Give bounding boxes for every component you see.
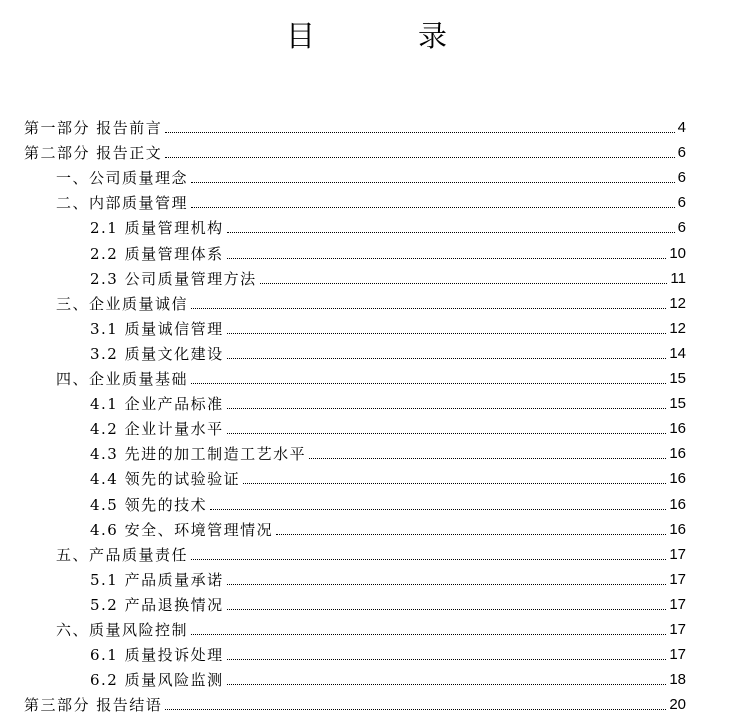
toc-leader-dots xyxy=(227,231,675,233)
toc-leader-dots xyxy=(165,708,666,710)
toc-entry-label: 6.2 质量风险监测 xyxy=(90,671,224,690)
toc-entry-page-number: 20 xyxy=(669,696,686,714)
toc-entry-page-number: 17 xyxy=(669,595,686,613)
toc-entry-page-number: 12 xyxy=(669,294,686,312)
toc-entry-page-number: 14 xyxy=(669,344,686,362)
toc-entry-label: 4.3 先进的加工制造工艺水平 xyxy=(90,445,307,464)
toc-entry[interactable] xyxy=(90,263,686,288)
toc-entry-label: 一、公司质量理念 xyxy=(56,169,189,188)
toc-entry-page-number: 4 xyxy=(677,119,686,136)
toc-entry-label: 第二部分 报告正文 xyxy=(24,144,163,163)
toc-leader-dots xyxy=(309,457,666,459)
toc-leader-dots xyxy=(210,508,666,510)
toc-entry[interactable] xyxy=(24,112,686,137)
toc-leader-dots xyxy=(191,382,666,384)
toc-entry-page-number: 15 xyxy=(669,395,686,413)
toc-entry-label: 二、内部质量管理 xyxy=(56,194,189,213)
toc-entry-page-number: 16 xyxy=(669,495,686,513)
toc-entry-label: 4.6 安全、环境管理情况 xyxy=(90,520,274,539)
toc-leader-dots xyxy=(165,131,674,133)
toc-entry[interactable] xyxy=(90,664,686,689)
toc-leader-dots xyxy=(227,432,667,434)
toc-leader-dots xyxy=(191,558,666,560)
toc-entry[interactable] xyxy=(24,689,686,714)
toc-entry[interactable] xyxy=(90,413,686,438)
toc-leader-dots xyxy=(191,206,675,208)
toc-entry-page-number: 16 xyxy=(669,445,686,463)
toc-entry[interactable] xyxy=(90,438,686,463)
toc-leader-dots xyxy=(227,357,667,359)
toc-leader-dots xyxy=(243,482,666,484)
toc-entry-page-number: 6 xyxy=(677,194,686,212)
toc-entry-label: 4.4 领先的试验验证 xyxy=(90,470,241,489)
toc-entry[interactable] xyxy=(56,363,686,388)
toc-entry-label: 3.1 质量诚信管理 xyxy=(90,319,224,338)
toc-entry-label: 六、质量风险控制 xyxy=(56,621,189,639)
page-title xyxy=(0,14,736,55)
toc-entry-label: 5.1 产品质量承诺 xyxy=(90,570,224,589)
toc-leader-dots xyxy=(276,533,666,535)
toc-entry[interactable] xyxy=(90,489,686,514)
toc-entry-page-number: 10 xyxy=(669,244,686,262)
toc-leader-dots xyxy=(227,658,667,660)
toc-entry-label: 四、企业质量基础 xyxy=(56,370,189,388)
toc-entry-page-number: 6 xyxy=(677,144,686,162)
toc-entry-page-number: 17 xyxy=(669,545,686,563)
toc-entry[interactable] xyxy=(56,187,686,212)
toc-entry-page-number: 17 xyxy=(669,646,686,664)
toc-entry-page-number: 6 xyxy=(677,169,686,187)
toc-entry-page-number: 16 xyxy=(669,420,686,438)
toc-leader-dots xyxy=(191,181,675,183)
toc-entry[interactable] xyxy=(90,589,686,614)
toc-entry-label: 2.1 质量管理机构 xyxy=(90,219,224,238)
toc-entry-label: 6.1 质量投诉处理 xyxy=(90,646,224,665)
toc-entry-label: 第三部分 报告结语 xyxy=(24,696,163,715)
toc-entry-label: 五、产品质量责任 xyxy=(56,545,189,564)
toc-entry-label: 2.2 质量管理体系 xyxy=(90,244,224,263)
toc-entry-page-number: 11 xyxy=(670,269,686,287)
toc-entry[interactable] xyxy=(56,539,686,564)
toc-entry-page-number: 17 xyxy=(669,621,686,638)
toc-entry-page-number: 16 xyxy=(669,470,686,488)
toc-leader-dots xyxy=(260,282,668,284)
toc-entry[interactable] xyxy=(90,313,686,338)
toc-entry-page-number: 17 xyxy=(669,570,686,588)
toc-leader-dots xyxy=(227,583,667,585)
toc-entry[interactable] xyxy=(56,614,686,639)
toc-leader-dots xyxy=(227,683,667,685)
toc-entry-label: 第一部分 报告前言 xyxy=(24,119,163,137)
toc-entry[interactable] xyxy=(90,564,686,589)
toc-entry-label: 4.1 企业产品标准 xyxy=(90,395,224,414)
toc-entry[interactable] xyxy=(56,288,686,313)
toc-entry-label: 3.2 质量文化建设 xyxy=(90,344,224,363)
toc-entry[interactable] xyxy=(90,514,686,539)
toc-entry[interactable] xyxy=(90,639,686,664)
toc-leader-dots xyxy=(191,633,666,635)
toc-leader-dots xyxy=(191,307,666,309)
toc-leader-dots xyxy=(227,407,667,409)
toc-entry[interactable] xyxy=(90,463,686,488)
toc-leader-dots xyxy=(165,156,674,158)
toc-entry-page-number: 18 xyxy=(669,671,686,689)
toc-entry[interactable] xyxy=(24,137,686,162)
toc-entry-label: 4.2 企业计量水平 xyxy=(90,420,224,439)
toc-leader-dots xyxy=(227,257,667,259)
toc-entry[interactable] xyxy=(90,238,686,263)
toc-entry-page-number: 12 xyxy=(669,319,686,337)
title-char-1: 目 xyxy=(285,19,318,53)
toc-entry-label: 4.5 领先的技术 xyxy=(90,495,208,514)
toc-entry-page-number: 15 xyxy=(669,370,686,387)
toc-entry-page-number: 6 xyxy=(677,219,686,237)
toc-leader-dots xyxy=(227,608,667,610)
toc-entry-label: 三、企业质量诚信 xyxy=(56,294,189,313)
toc-entry-label: 5.2 产品退换情况 xyxy=(90,595,224,614)
toc-entry[interactable] xyxy=(90,388,686,413)
toc-entry[interactable] xyxy=(56,162,686,187)
toc-entry[interactable] xyxy=(90,338,686,363)
toc-entry[interactable] xyxy=(90,212,686,237)
title-char-2: 录 xyxy=(418,19,451,53)
toc-entry-page-number: 16 xyxy=(669,520,686,538)
toc-entry-label: 2.3 公司质量管理方法 xyxy=(90,269,257,288)
toc-leader-dots xyxy=(227,332,667,334)
